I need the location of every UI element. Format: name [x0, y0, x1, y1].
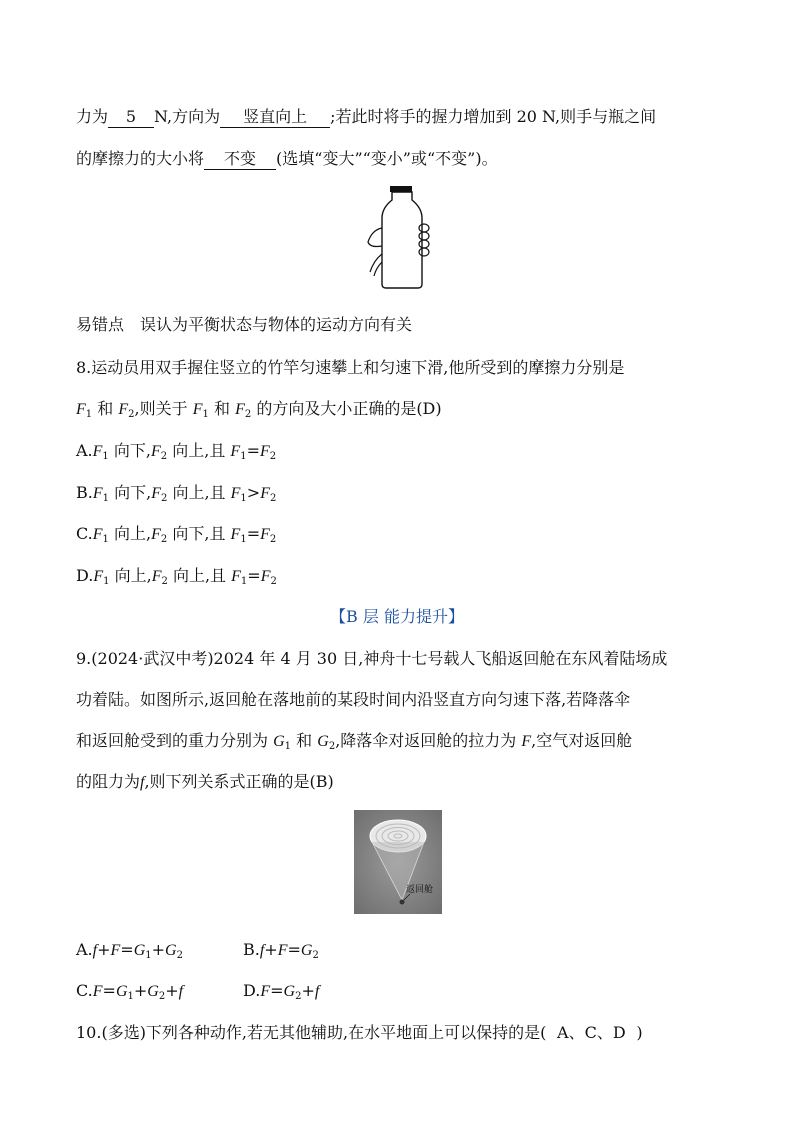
q9-option-c[interactable]: $C.F=G_1+G_2+f$ — [76, 981, 184, 1002]
q8-option-d[interactable]: $D.F_1$ 向上$,F_2$ 向上,且 $F_1=F_2$ — [76, 566, 277, 587]
q9-line-4: 的阻力为f,则下列关系式正确的是(B) — [76, 772, 334, 791]
q7-line-1: 力为 5 N,方向为 竖直向上 ;若此时将手的握力增加到 20 N,则手与瓶之间 — [76, 107, 657, 126]
bottle-figure — [360, 184, 440, 294]
hand-thumb — [368, 228, 382, 247]
capsule — [400, 900, 405, 905]
q8-option-c[interactable]: $C.F_1$ 向上$,F_2$ 向下,且 $F_1=F_2$ — [76, 524, 277, 545]
q10-answer: A、C、D — [557, 1023, 626, 1042]
q9-line-2: 功着陆。如图所示,返回舱在落地前的某段时间内沿竖直方向匀速下落,若降落伞 — [76, 690, 631, 709]
capsule-label: 返回舱 — [406, 885, 434, 895]
q8-option-b[interactable]: $B.F_1$ 向下$,F_2$ 向上,且 $F_1>F_2$ — [76, 483, 277, 504]
q9-line-3: 和返回舱受到的重力分别为 $G_1$ 和 $G_2$,降落伞对返回舱的拉力为 F,空气对返回舱 — [76, 731, 633, 752]
bottle-cap — [390, 186, 412, 192]
parachute-photo — [354, 810, 442, 914]
answer-blank-1: 5 — [108, 107, 154, 128]
q8-option-a[interactable]: $A.F_1$ 向下$,F_2$ 向上,且 $F_1=F_2$ — [76, 441, 277, 462]
q9-option-b[interactable]: $B.f+F=G_2$ — [243, 940, 319, 961]
answer-blank-3: 不变 — [204, 149, 276, 170]
answer-blank-2: 竖直向上 — [220, 107, 330, 128]
q7-line-2: 的摩擦力的大小将 不变 (选填“变大”“变小”或“不变”)。 — [76, 149, 498, 168]
q8-stem-2: $F_1$ 和 $F_2$,则关于 $F_1$ 和 $F_2$ 的方向及大小正确的是(D) — [76, 399, 442, 420]
q9-option-d[interactable]: $D.F=G_2+f$ — [243, 981, 320, 1002]
hand-fingers — [419, 224, 429, 256]
bottle-outline — [382, 192, 422, 288]
q10-stem: 10.(多选)下列各种动作,若无其他辅助,在水平地面上可以保持的是( A、C、D ) — [76, 1023, 643, 1042]
q9-line-1: 9.(2024·武汉中考)2024 年 4 月 30 日,神舟十七号载人飞船返回舱在东风着陆场成 — [76, 649, 668, 668]
q9-option-a[interactable]: $A.f+F=G_1+G_2$ — [76, 940, 183, 961]
q8-stem-1: 8.运动员用双手握住竖立的竹竿匀速攀上和匀速下滑,他所受到的摩擦力分别是 — [76, 358, 625, 377]
hand-palm — [370, 254, 382, 276]
error-note: 易错点 误认为平衡状态与物体的运动方向有关 — [76, 315, 413, 334]
section-title: 【B 层 能力提升】 — [330, 607, 464, 626]
